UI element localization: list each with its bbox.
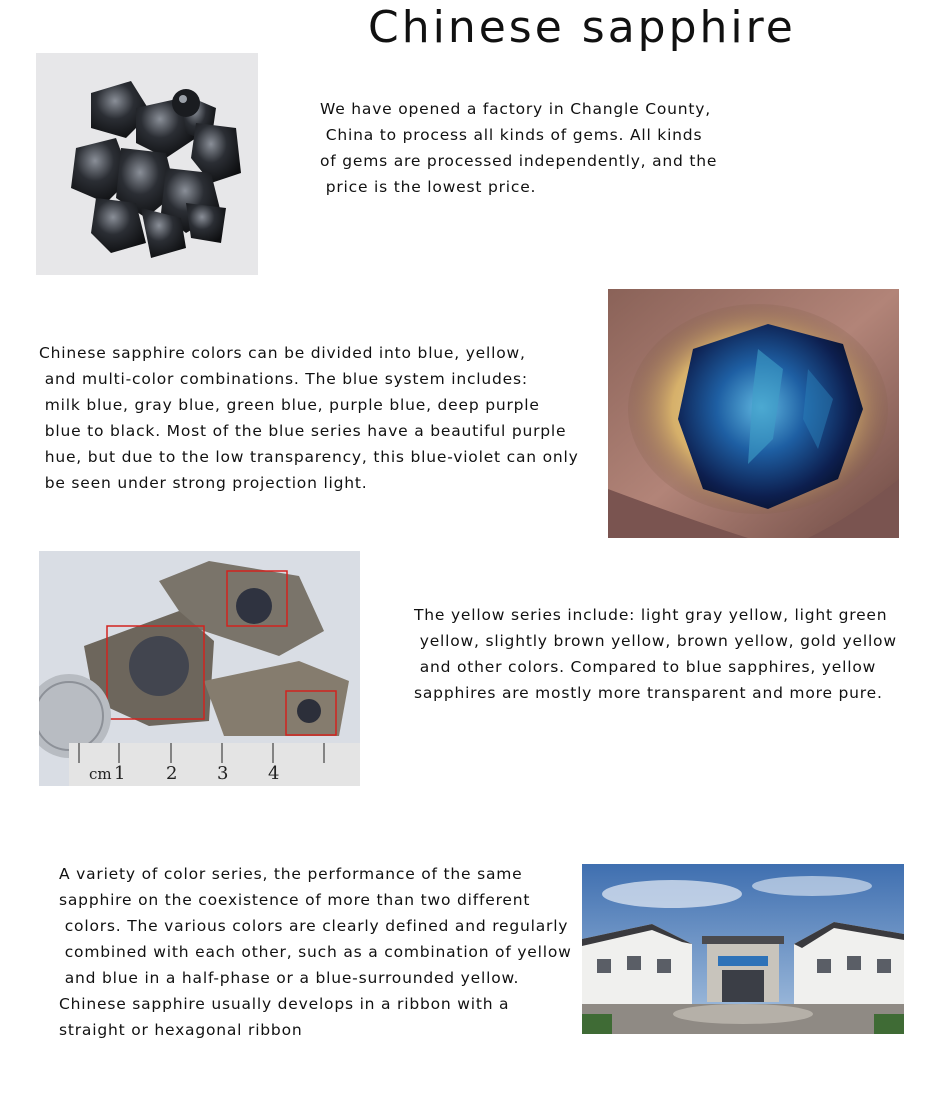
text-line: and multi-color combinations. The blue system includes: — [39, 370, 528, 388]
page-title: Chinese sapphire — [368, 2, 796, 53]
ruler-label: 4 — [268, 763, 280, 784]
section-2-text — [39, 340, 579, 496]
text-line: and other colors. Compared to blue sapphires, yellow — [414, 658, 877, 676]
ruler-label: 2 — [166, 763, 178, 784]
text-line: of gems are processed independently, and the — [320, 152, 718, 170]
changle-market-building-photo — [582, 864, 904, 1034]
text-line: A variety of color series, the performance of the same — [59, 865, 523, 883]
text-line: Chinese sapphire colors can be divided into blue, yellow, — [39, 344, 526, 362]
text-line: be seen under strong projection light. — [39, 474, 368, 492]
text-line: straight or hexagonal ribbon — [59, 1021, 303, 1039]
text-line: We have opened a factory in Changle County, — [320, 100, 711, 118]
ruler-label: 1 — [114, 763, 126, 784]
text-line: The yellow series include: light gray yellow, light green — [414, 606, 888, 624]
section-3-text — [414, 602, 897, 706]
text-line: yellow, slightly brown yellow, brown yellow, gold yellow — [414, 632, 897, 650]
text-line: sapphires are mostly more transparent and more pure. — [414, 684, 883, 702]
text-line: sapphire on the coexistence of more than two different — [59, 891, 531, 909]
section-4-text — [59, 861, 572, 1043]
ruler-label: 3 — [217, 763, 229, 784]
text-line: China to process all kinds of gems. All kinds — [320, 126, 703, 144]
text-line: blue to black. Most of the blue series have a beautiful purple — [39, 422, 567, 440]
text-line: and blue in a half-phase or a blue-surrounded yellow. — [59, 969, 520, 987]
text-line: colors. The various colors are clearly defined and regularly — [59, 917, 569, 935]
text-line: hue, but due to the low transparency, this blue-violet can only — [39, 448, 579, 466]
text-line: combined with each other, such as a combination of yellow — [59, 943, 572, 961]
sapphire-ore-with-ruler-photo — [39, 551, 360, 786]
black-sapphire-crystals-photo — [36, 53, 258, 275]
blue-sapphire-in-hand-photo — [608, 289, 899, 538]
text-line: Chinese sapphire usually develops in a ribbon with a — [59, 995, 510, 1013]
ruler-label: cm — [89, 765, 112, 783]
text-line: price is the lowest price. — [320, 178, 537, 196]
text-line: milk blue, gray blue, green blue, purple blue, deep purple — [39, 396, 540, 414]
section-1-text — [320, 96, 717, 200]
